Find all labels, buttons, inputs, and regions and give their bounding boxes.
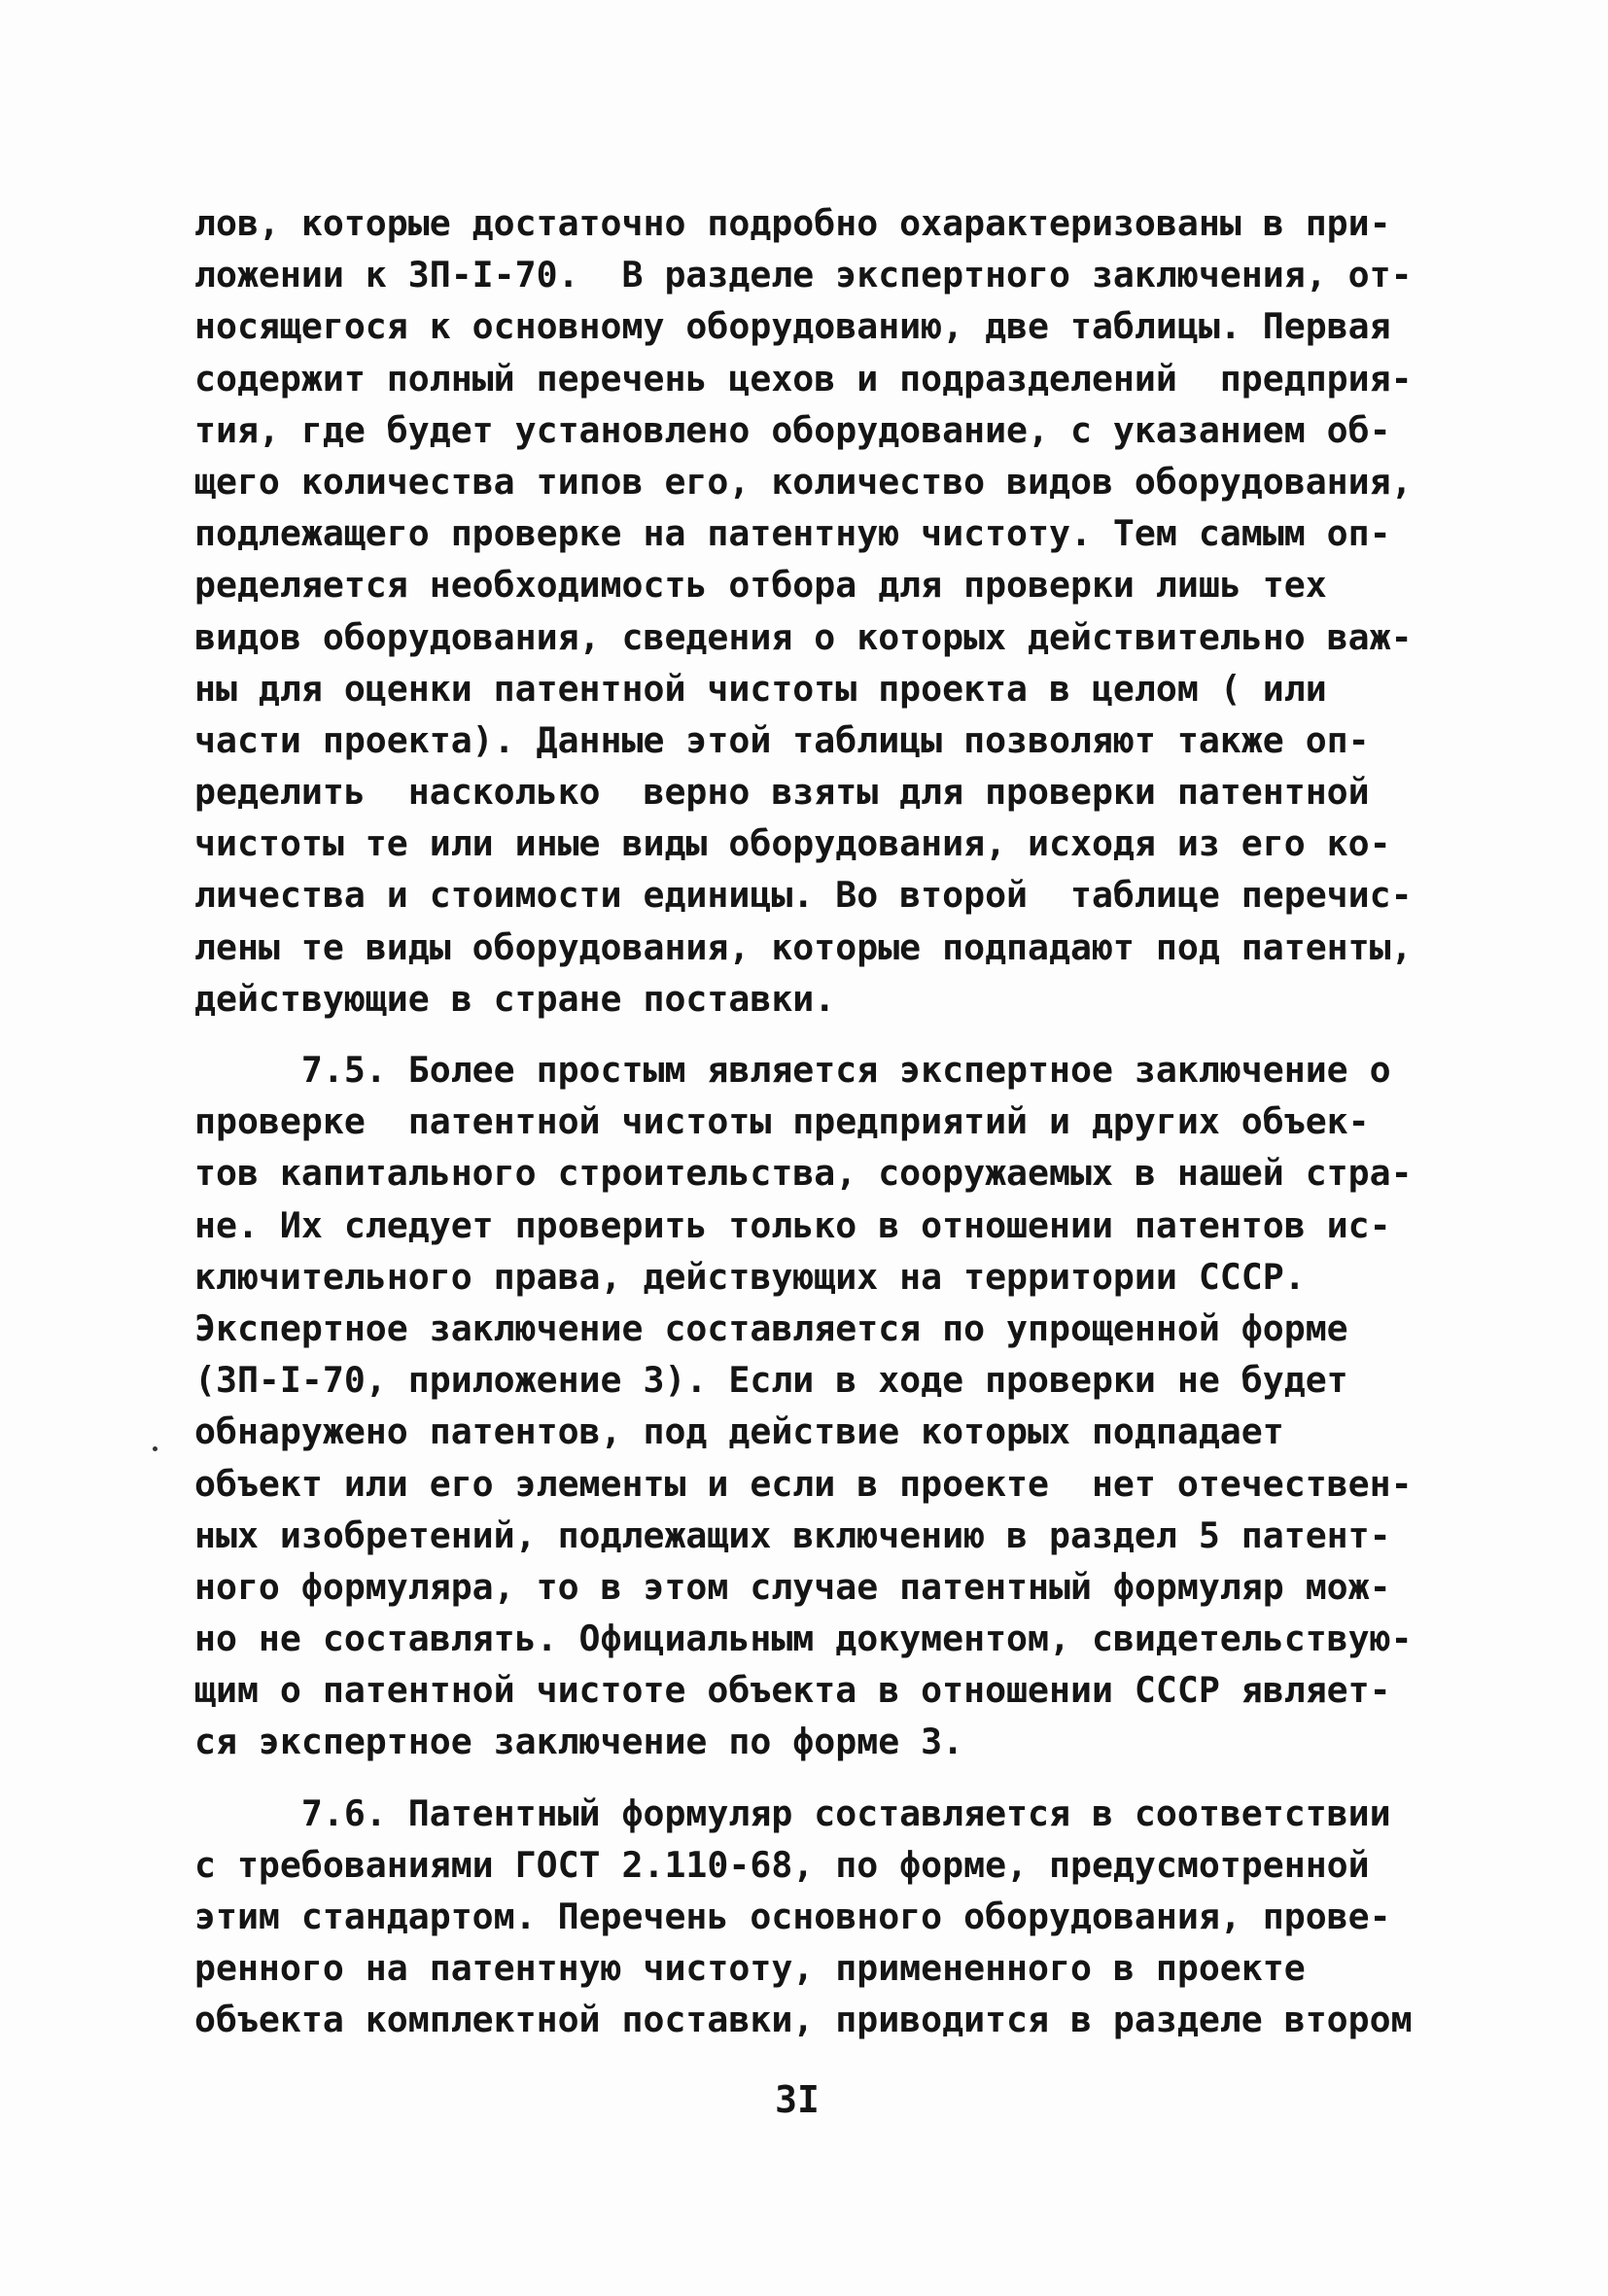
paragraph-2 bbox=[194, 1044, 1419, 1768]
text-line: щим о патентной чистоте объекта в отношении СССР являет- bbox=[194, 1669, 1391, 1712]
text-line: ных изобретений, подлежащих включению в раздел 5 патент- bbox=[194, 1513, 1391, 1556]
text-line: этим стандартом. Перечень основного оборудования, прове- bbox=[194, 1896, 1391, 1937]
text-line: личества и стоимости единицы. Во второй таблице перечис- bbox=[194, 874, 1413, 917]
text-line: чистоты те или иные виды оборудования, исходя из его ко- bbox=[194, 822, 1391, 865]
text-line: (ЗП-I-70, приложение 3). Если в ходе проверки не будет bbox=[194, 1359, 1348, 1402]
text-line: лены те виды оборудования, которые подпадают под патенты, bbox=[194, 925, 1413, 968]
text-line: ределяется необходимость отбора для проверки лишь тех bbox=[194, 564, 1327, 607]
text-line: с требованиями ГОСТ 2.110-68, по форме, предусмотренной bbox=[194, 1843, 1370, 1886]
paragraph-gap bbox=[194, 1768, 1419, 1788]
body-text bbox=[194, 197, 1419, 2046]
text-line: видов оборудования, сведения о которых действительно важ- bbox=[194, 615, 1413, 658]
text-line: щего количества типов его, количество видов оборудования, bbox=[194, 460, 1413, 503]
page-number: 3I bbox=[775, 2078, 820, 2121]
paragraph-1 bbox=[194, 197, 1419, 1025]
text-line: ренного на патентную чистоту, примененного в проекте bbox=[194, 1947, 1306, 1990]
text-line: тия, где будет установлено оборудование, с указанием об- bbox=[194, 408, 1391, 451]
paragraph-3 bbox=[194, 1788, 1419, 2046]
text-line: носящегося к основному оборудованию, две таблицы. Первая bbox=[194, 305, 1391, 348]
text-line: объект или его элементы и если в проекте нет отечествен- bbox=[194, 1462, 1413, 1505]
text-line: действующие в стране поставки. bbox=[194, 977, 836, 1020]
text-line: части проекта). Данные этой таблицы позволяют также оп- bbox=[194, 718, 1370, 761]
paragraph-gap bbox=[194, 1025, 1419, 1044]
text-line: ределить насколько верно взяты для проверки патентной bbox=[194, 771, 1370, 814]
text-line: не. Их следует проверить только в отношении патентов ис- bbox=[194, 1203, 1391, 1246]
text-line: ложении к ЗП-I-70. В разделе экспертного заключения, от- bbox=[194, 254, 1413, 296]
text-line: лов, которые достаточно подробно охарактеризованы в при- bbox=[194, 202, 1391, 244]
text-line: объекта комплектной поставки, приводится в разделе втором bbox=[194, 1999, 1413, 2041]
scan-speck bbox=[153, 1446, 157, 1451]
text-line: содержит полный перечень цехов и подразделений предприя- bbox=[194, 357, 1413, 400]
text-line: ного формуляра, то в этом случае патентный формуляр мож- bbox=[194, 1565, 1391, 1608]
text-line: но не составлять. Официальным документом, свидетельствую- bbox=[194, 1618, 1413, 1660]
text-line: ся экспертное заключение по форме 3. bbox=[194, 1721, 964, 1763]
text-line: ны для оценки патентной чистоты проекта в целом ( или bbox=[194, 667, 1327, 710]
text-line: тов капитального строительства, сооружаемых в нашей стра- bbox=[194, 1152, 1413, 1195]
text-line: 7.5. Более простым является экспертное заключение о bbox=[194, 1049, 1391, 1091]
text-line: подлежащего проверке на патентную чистоту. Тем самым оп- bbox=[194, 512, 1391, 555]
text-line: обнаружено патентов, под действие которых подпадает bbox=[194, 1410, 1284, 1453]
text-line: ключительного права, действующих на территории СССР. bbox=[194, 1255, 1306, 1298]
text-line: проверке патентной чистоты предприятий и других объек- bbox=[194, 1100, 1370, 1143]
text-line: 7.6. Патентный формуляр составляется в соответствии bbox=[194, 1792, 1391, 1834]
text-line: Экспертное заключение составляется по упрощенной форме bbox=[194, 1306, 1348, 1349]
